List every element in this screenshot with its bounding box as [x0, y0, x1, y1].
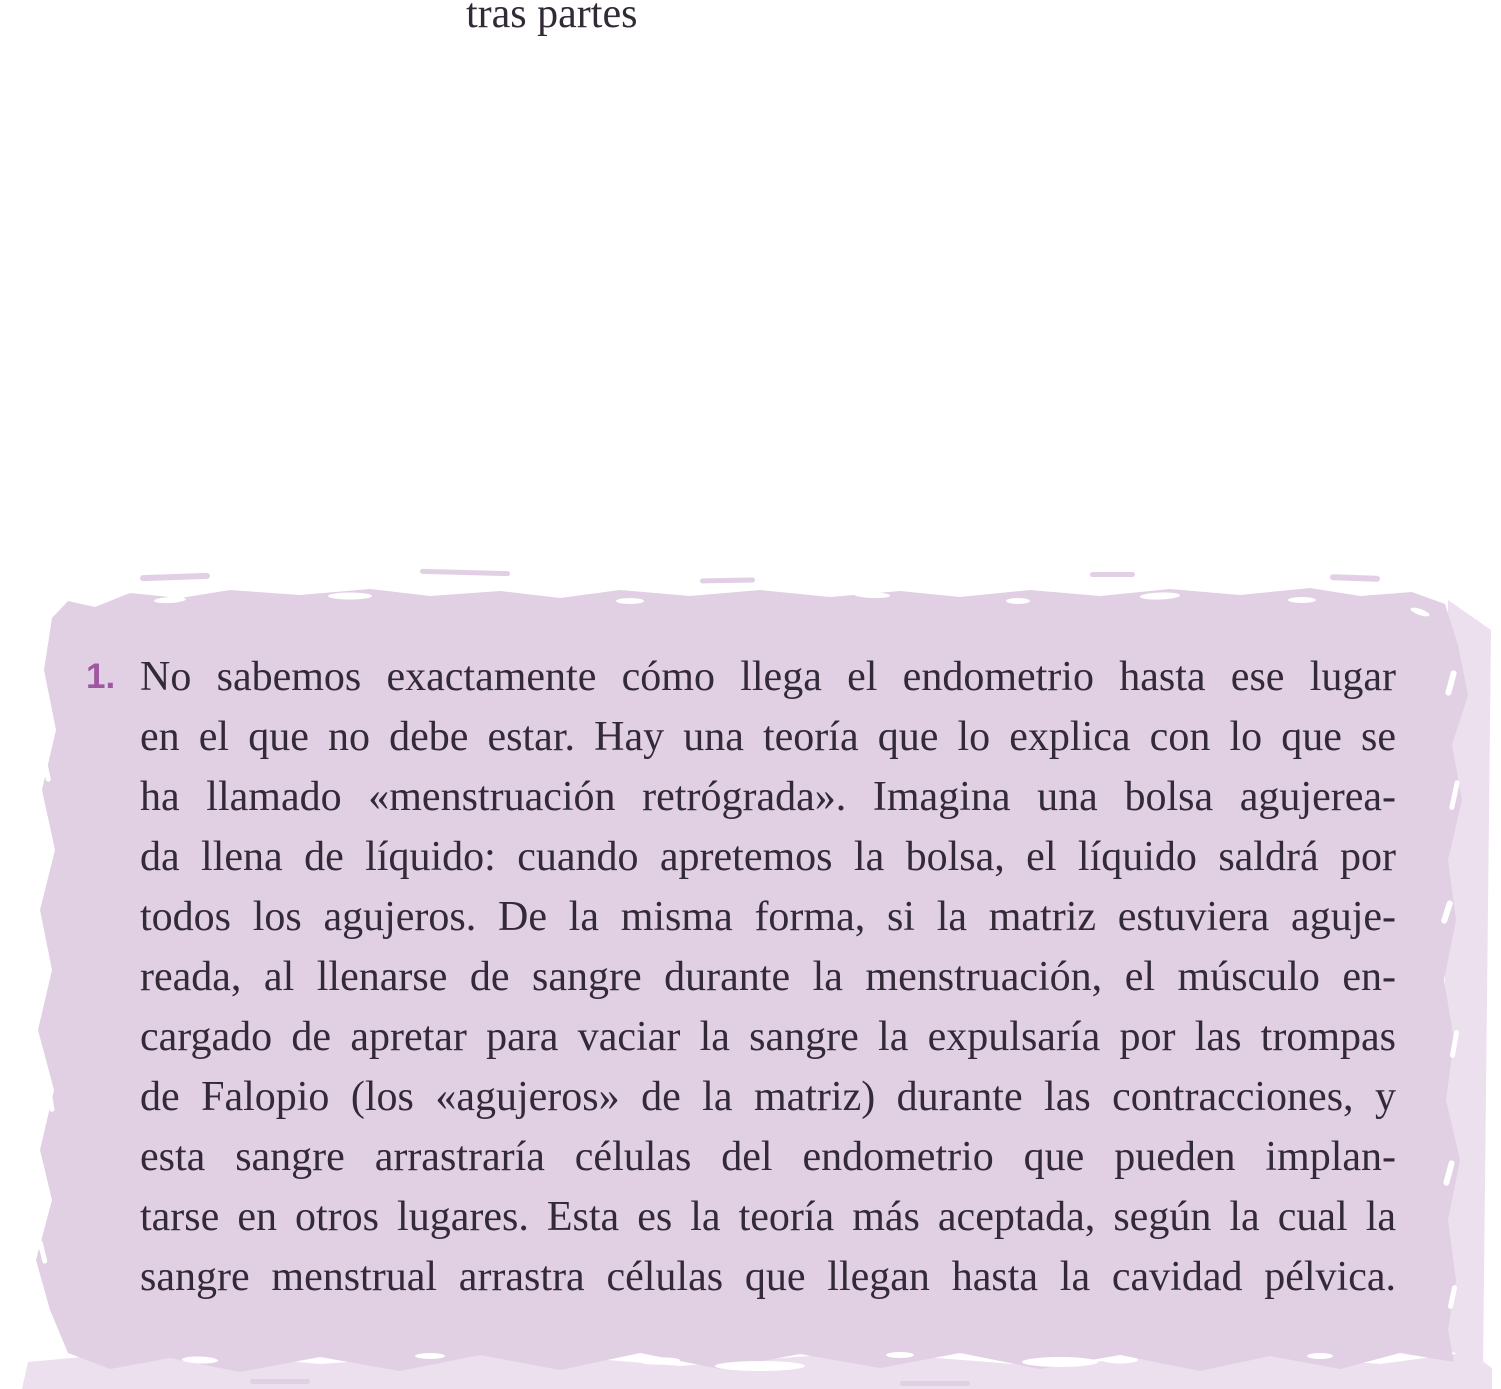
- note-text-line: reada, al llenarse de sangre durante la menstruación, el músculo en-: [140, 954, 1396, 1000]
- note-text-line: No sabemos exactamente cómo llega el endometrio hasta ese lugar: [140, 654, 1396, 700]
- note-text-line: da llena de líquido: cuando apretemos la bolsa, el líquido saldrá por: [140, 834, 1396, 880]
- note-paragraph: [140, 647, 1396, 1307]
- previous-paragraph-fragment: tras partes: [466, 0, 638, 37]
- list-item-number: 1.: [86, 657, 116, 696]
- note-text-line: de Falopio (los «agujeros» de la matriz) durante las contracciones, y: [140, 1074, 1396, 1120]
- note-text-line: cargado de apretar para vaciar la sangre la expulsaría por las trompas: [140, 1014, 1396, 1060]
- note-text-line: tarse en otros lugares. Esta es la teoría más aceptada, según la cual la: [140, 1194, 1396, 1240]
- note-text-line: esta sangre arrastraría células del endometrio que pueden implan-: [140, 1134, 1396, 1180]
- note-text-line: en el que no debe estar. Hay una teoría que lo explica con lo que se: [140, 714, 1396, 760]
- note-text-line: sangre menstrual arrastra células que llegan hasta la cavidad pélvica.: [140, 1254, 1396, 1300]
- note-text-line: todos los agujeros. De la misma forma, si la matriz estuviera aguje-: [140, 894, 1396, 940]
- note-text-line: ha llamado «menstruación retrógrada». Imagina una bolsa agujerea-: [140, 774, 1396, 820]
